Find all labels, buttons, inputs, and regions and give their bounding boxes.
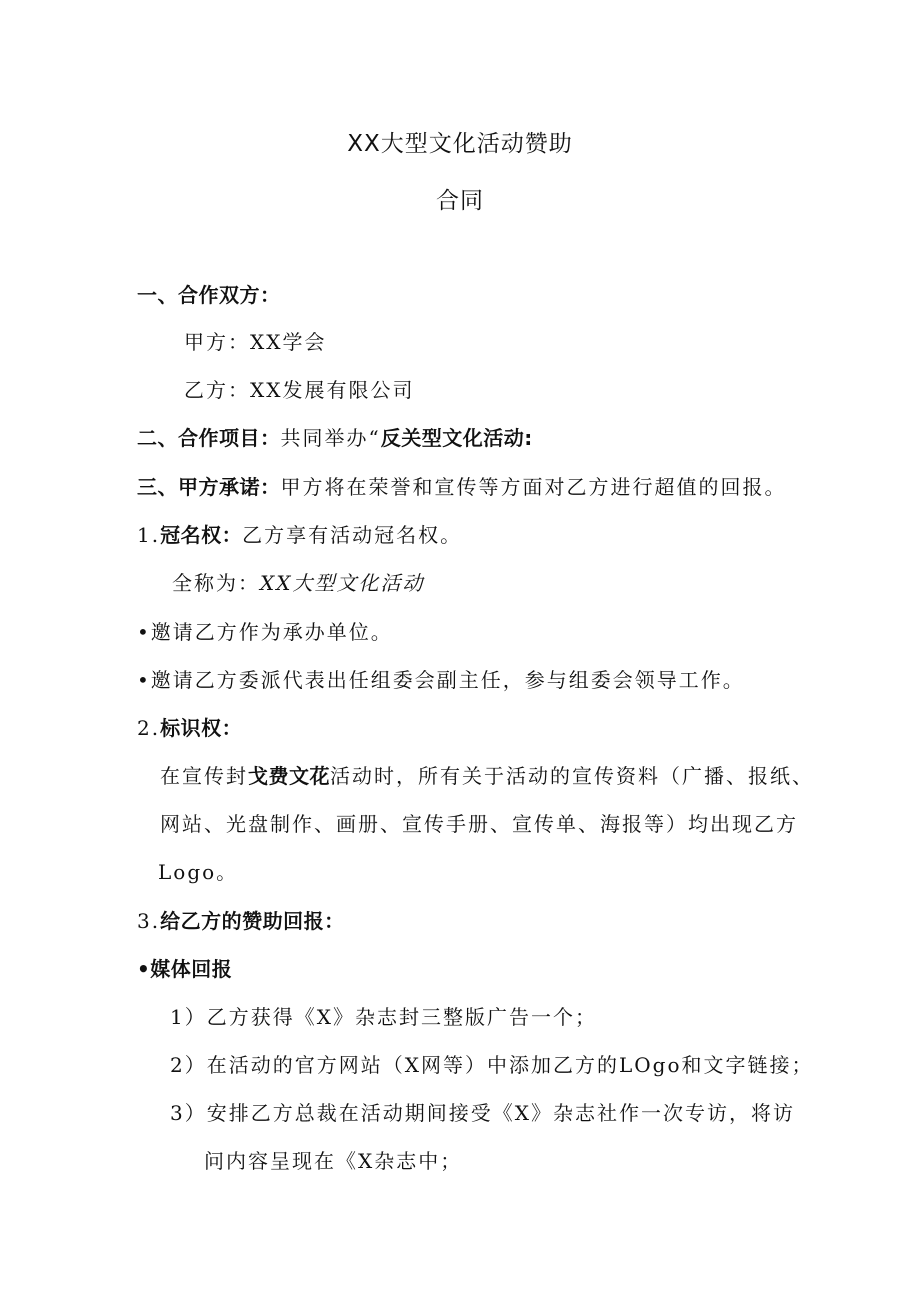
party-a-label: 甲方： <box>184 330 250 354</box>
media-heading: •媒体回报 <box>137 957 233 981</box>
return-item: 1）乙方获得《X》杂志封三整版广告一个； <box>170 1005 597 1029</box>
paragraph-line: 网站、光盘制作、画册、宣传手册、宣传单、海报等）均出现乙方 <box>160 812 798 836</box>
paragraph-post: 活动时，所有关于活动的宣传资料（广播、报纸、 <box>330 764 814 788</box>
return-item-continued: 问内容呈现在《X杂志中； <box>204 1149 463 1173</box>
section-2-text-a: 共同举办“ <box>280 426 381 450</box>
item-1-number: 1. <box>137 523 161 547</box>
item-3 <box>137 909 345 933</box>
item-2-number: 2. <box>137 716 161 740</box>
party-b <box>184 378 414 402</box>
party-a-value: XX学会 <box>250 330 327 354</box>
item-1-text: 乙方享有活动冠名权。 <box>242 523 463 547</box>
section-2-text-b: 反关型文化活动: <box>380 426 533 450</box>
bullet-item: •邀请乙方委派代表出任组委会副主任，参与组委会领导工作。 <box>137 668 745 692</box>
section-1-heading: 一、合作双方： <box>137 283 281 307</box>
item-1 <box>137 523 462 547</box>
item-1-heading: 冠名权： <box>160 523 243 547</box>
full-name-label: 全称为： <box>172 571 260 595</box>
bullet-item: •邀请乙方作为承办单位。 <box>137 620 393 644</box>
full-name <box>172 571 424 595</box>
section-2-heading: 二、合作项目： <box>137 426 281 450</box>
paragraph-line: Logo。 <box>158 860 239 884</box>
return-item: 2）在活动的官方网站（X网等）中添加乙方的LOgo和文字链接； <box>170 1053 814 1077</box>
item-3-heading: 给乙方的赞助回报： <box>160 909 345 933</box>
item-2-heading: 标识权： <box>160 716 243 740</box>
title-line-1: XX大型文化活动赞助 <box>347 131 573 157</box>
section-3-heading: 三、甲方承诺： <box>137 475 281 499</box>
party-b-value: XX发展有限公司 <box>250 378 415 402</box>
section-3 <box>137 475 787 499</box>
return-item: 3）安排乙方总裁在活动期间接受《X》杂志社作一次专访，将访 <box>170 1101 795 1125</box>
party-a <box>184 330 326 354</box>
item-2 <box>137 716 242 740</box>
full-name-value: XX大型文化活动 <box>260 571 425 595</box>
paragraph-bold: 戈费文花 <box>248 764 330 788</box>
section-2 <box>137 426 533 450</box>
paragraph-line <box>160 764 814 788</box>
section-3-text: 甲方将在荣誉和宣传等方面对乙方进行超值的回报。 <box>280 475 787 499</box>
paragraph-pre: 在宣传封 <box>160 764 248 788</box>
title-line-2: 合同 <box>436 188 484 214</box>
item-3-number: 3. <box>137 909 161 933</box>
party-b-label: 乙方： <box>184 378 250 402</box>
